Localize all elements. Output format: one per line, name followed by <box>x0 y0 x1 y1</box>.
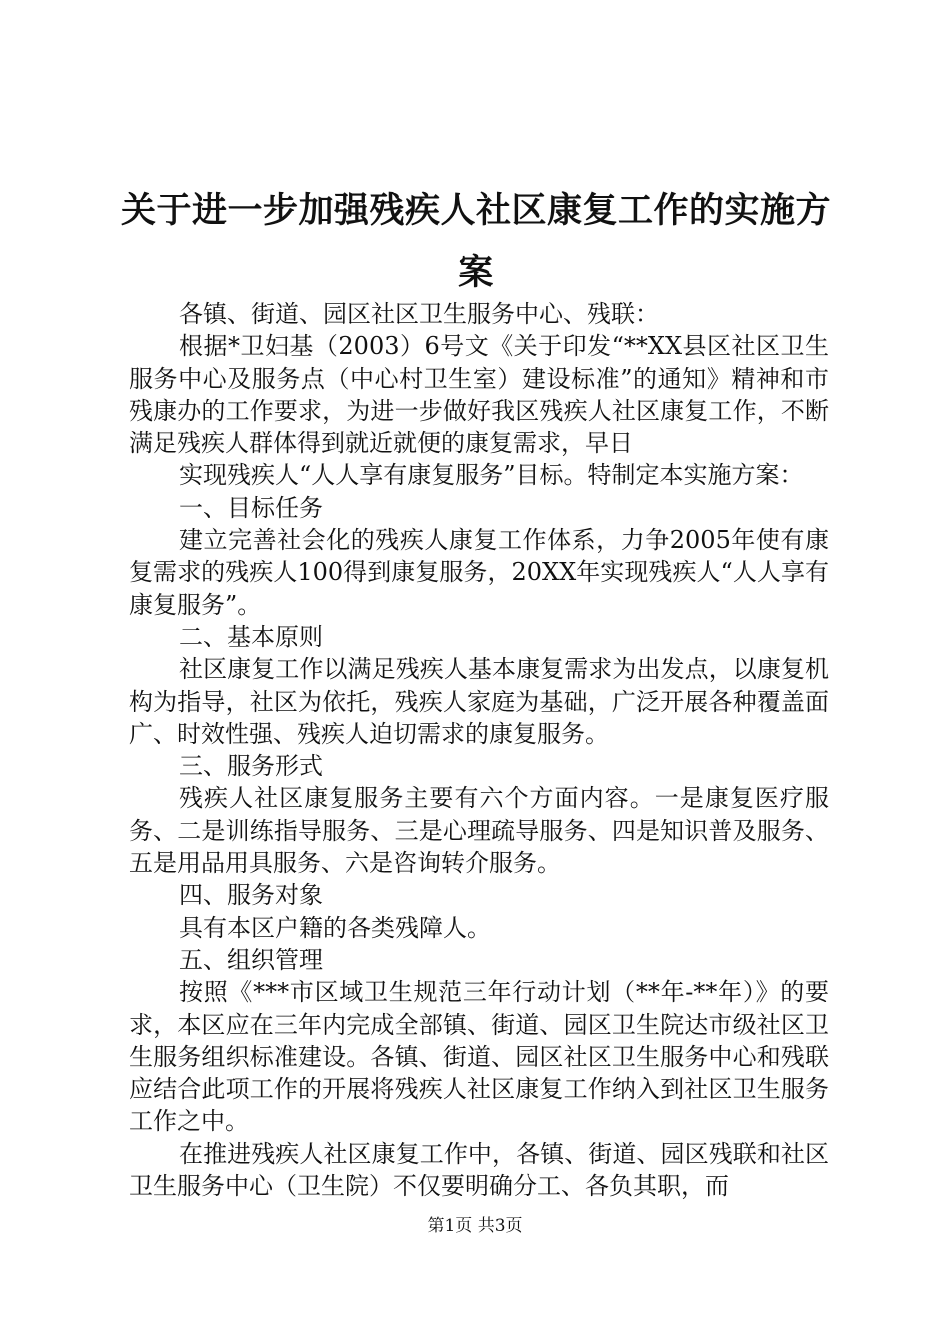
document-title: 关于进一步加强残疾人社区康复工作的实施方案 <box>120 191 831 293</box>
paragraph-implementation: 在推进残疾人社区康复工作中，各镇、街道、园区残联和社区卫生服务中心（卫生院）不仅要明确分工、各负其职，而 <box>129 1139 829 1201</box>
document-body <box>129 298 829 1202</box>
section-heading-service-forms: 三、服务形式 <box>179 752 323 781</box>
paragraph-basis: 根据*卫妇基（2003）6号文《关于印发“**XX县区社区卫生服务中心及服务点（中心村卫生室）建设标准”的通知》精神和市残康办的工作要求，为进一步做好我区残疾人社区康复工作，不断满足残疾人群体得到就近就便的康复需求，早日 <box>129 332 829 458</box>
paragraph-principles: 社区康复工作以满足残疾人基本康复需求为出发点，以康复机构为指导，社区为依托，残疾人家庭为基础，广泛开展各种覆盖面广、时效性强、残疾人迫切需求的康复服务。 <box>129 655 829 748</box>
paragraph-management: 按照《***市区域卫生规范三年行动计划（**年-**年）》的要求，本区应在三年内完成全部镇、街道、园区卫生院达市级社区卫生服务组织标准建设。各镇、街道、园区社区卫生服务中心和残联应结合此项工作的开展将残疾人社区康复工作纳入到社区卫生服务工作之中。 <box>129 978 829 1136</box>
paragraph-purpose: 实现残疾人“人人享有康复服务”目标。特制定本实施方案： <box>179 461 804 490</box>
section-heading-management: 五、组织管理 <box>179 945 323 974</box>
paragraph-service-targets: 具有本区户籍的各类残障人。 <box>179 913 491 942</box>
page-footer: 第1页 共3页 <box>427 1216 523 1236</box>
section-heading-principles: 二、基本原则 <box>179 622 323 651</box>
section-heading-goals: 一、目标任务 <box>179 493 323 522</box>
paragraph-service-forms: 残疾人社区康复服务主要有六个方面内容。一是康复医疗服务、二是训练指导服务、三是心理疏导服务、四是知识普及服务、五是用品用具服务、六是咨询转介服务。 <box>129 784 829 878</box>
paragraph-goals: 建立完善社会化的残疾人康复工作体系，力争2005年使有康复需求的残疾人100得到康复服务，20XX年实现残疾人“人人享有康复服务”。 <box>129 526 829 619</box>
section-heading-service-targets: 四、服务对象 <box>179 881 323 910</box>
paragraph-salutation: 各镇、街道、园区社区卫生服务中心、残联： <box>179 300 659 328</box>
